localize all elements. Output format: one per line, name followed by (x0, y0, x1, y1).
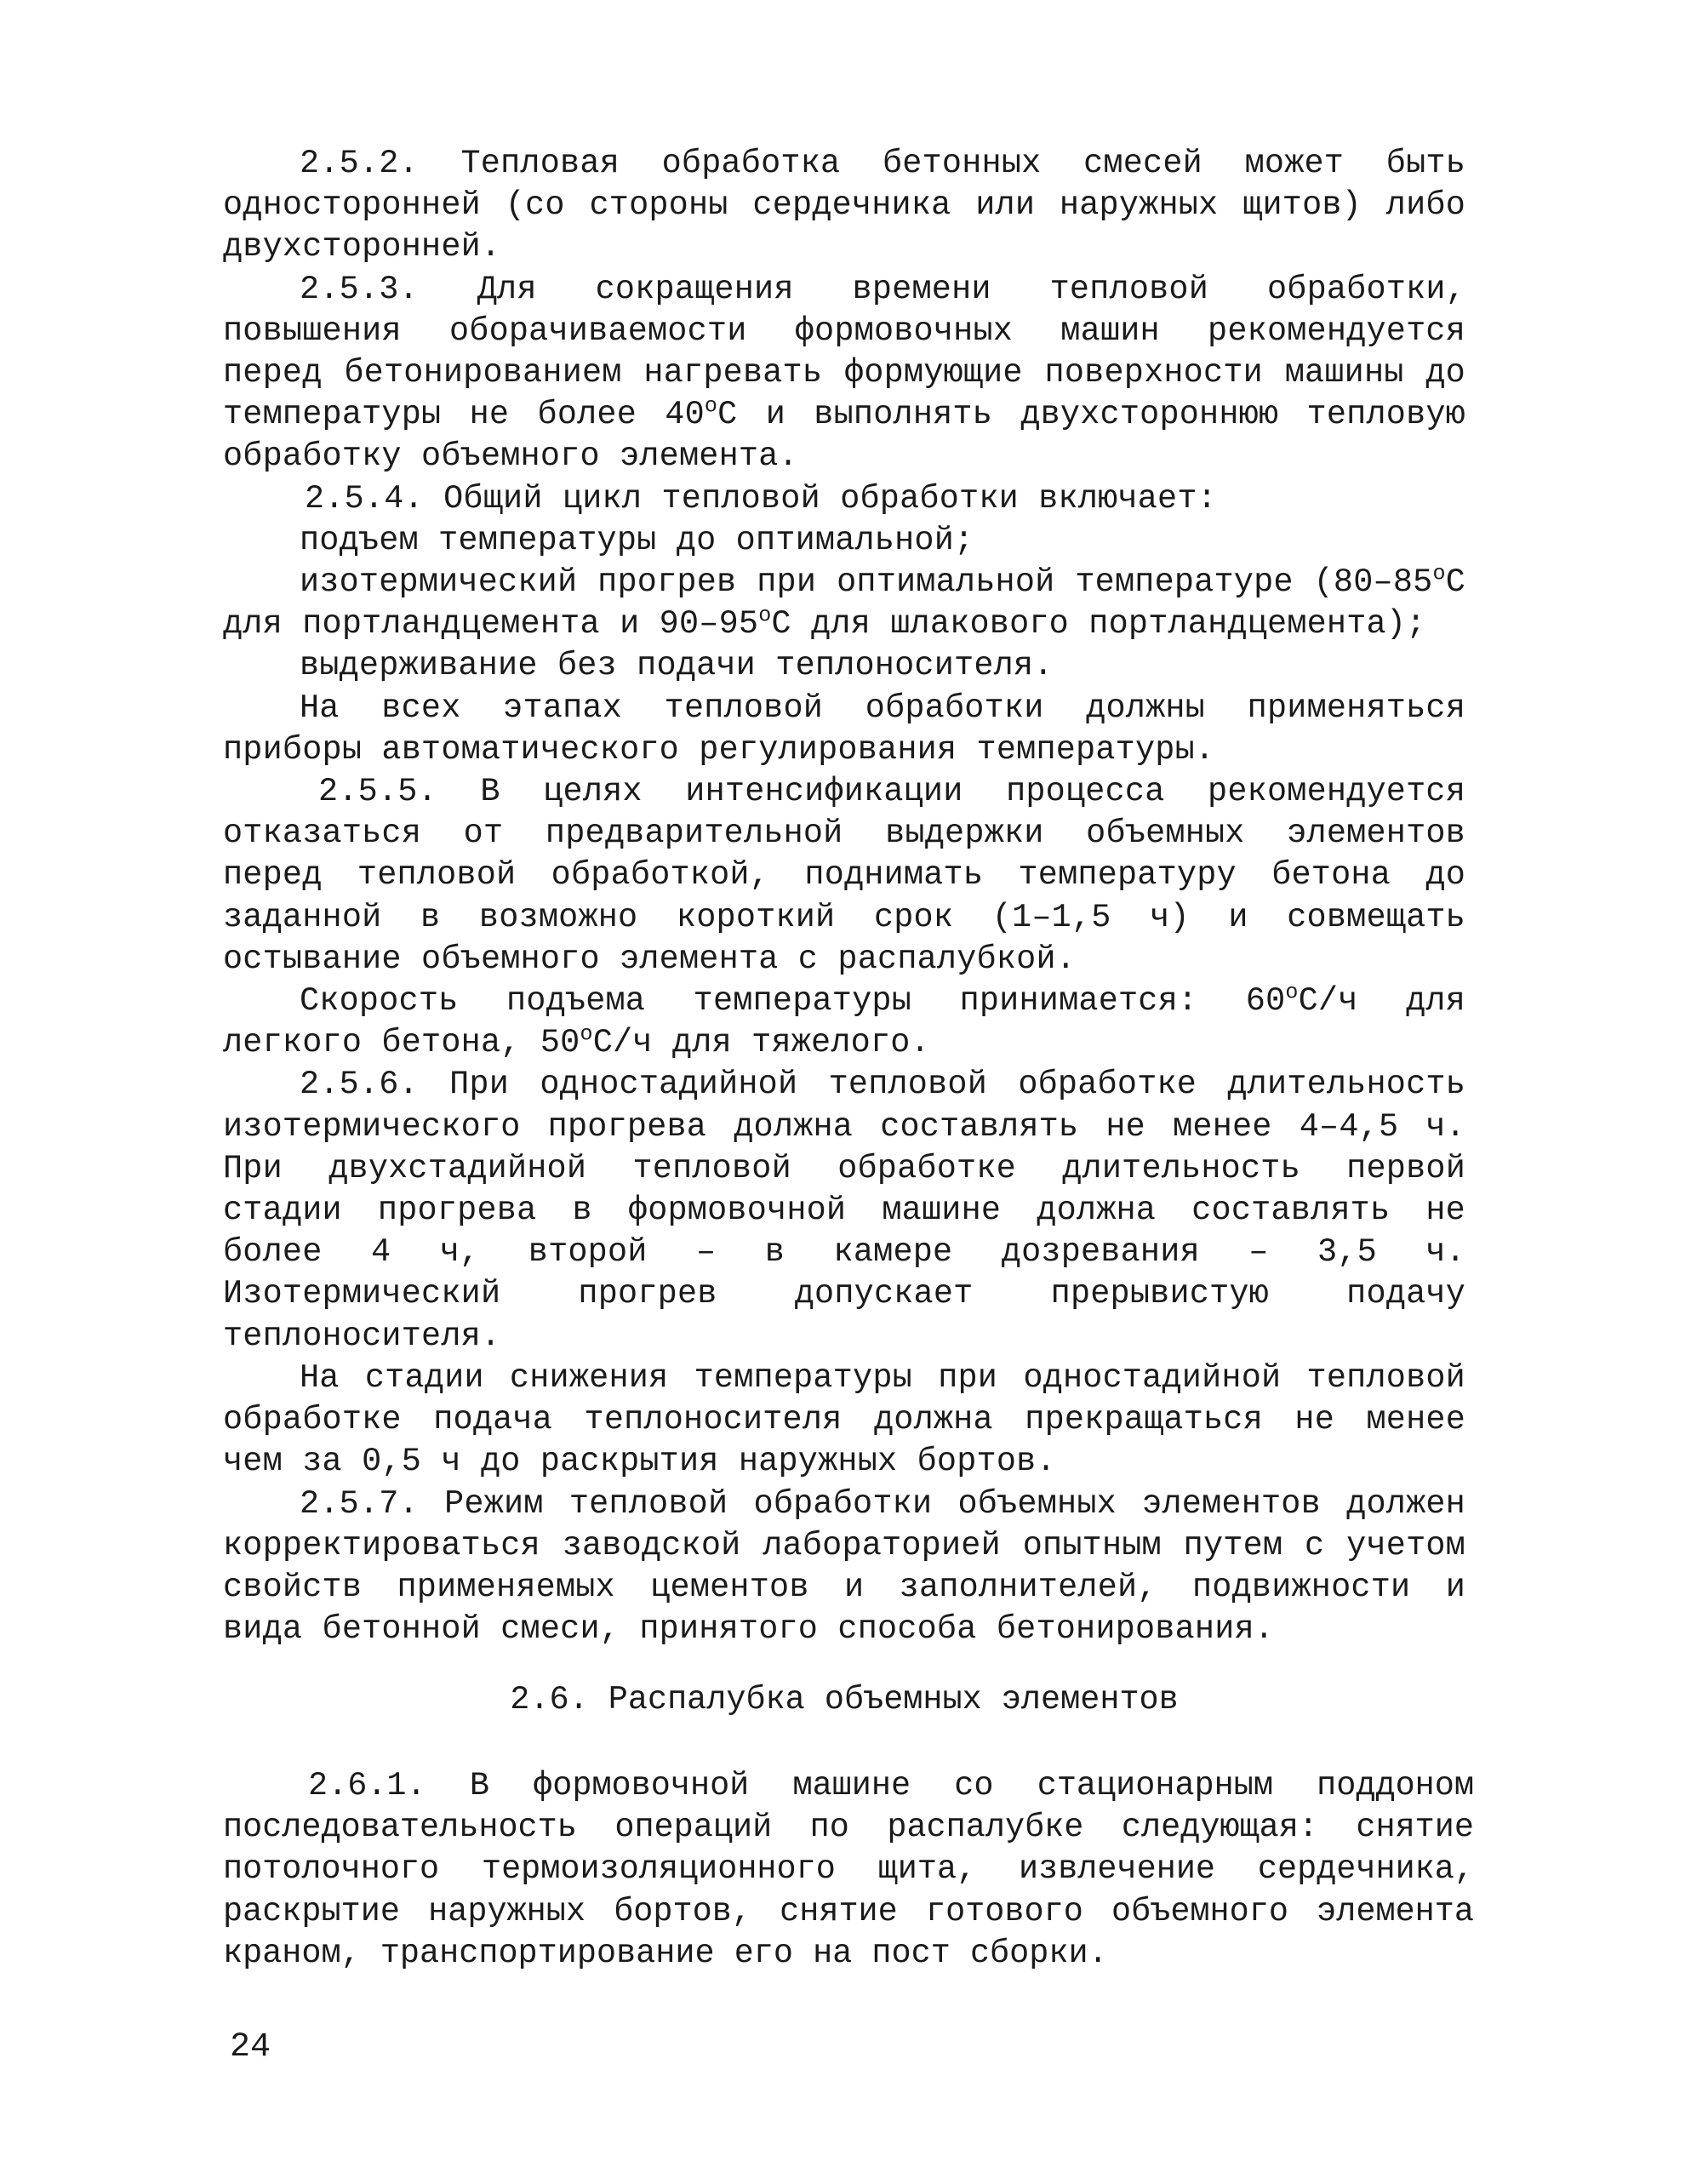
body-text (223, 143, 1465, 1650)
paragraph-text: На всех этапах тепловой обработки должны применяться приборы автоматического регулирования температуры. (223, 689, 1465, 769)
section-heading: 2.6. Распалубка объемных элементов (510, 1681, 1179, 1718)
paragraph-2-5-6 (223, 1064, 1465, 1357)
section-body (223, 1765, 1474, 1975)
paragraph-text: 2.5.6. При одностадийной тепловой обработке длительность изотермического прогрева должна составлять не менее 4–4,5 ч. При двухстадийной тепловой обработке длительность первой стадии прогрева в формовочной машине должна составлять не более 4 ч, второй – в камере дозревания – 3,5 ч. Изотермический прогрев допускает прерывистую подачу теплоносителя. (223, 1066, 1465, 1355)
degree-symbol: o (1285, 980, 1299, 1005)
page-number: 24 (230, 2028, 271, 2067)
list-item-holding (223, 645, 1465, 687)
paragraph-2-5-5 (223, 771, 1465, 980)
paragraph-cooling (223, 1358, 1465, 1484)
paragraph-2-6-1: 2.6.1. В формовочной машине со стационарным поддоном последовательность операций по распалубке следующая: снятие потолочного термоизоляционного щита, извлечение сердечника, раскрытие наружных бортов, снятие готового объемного элемента краном, транспортирование его на пост сборки. (223, 1767, 1474, 1972)
paragraph-text: С и выполнять двухстороннюю тепловую обработку объемного элемента. (223, 396, 1465, 476)
paragraph-text: 2.5.2. Тепловая обработка бетонных смесей может быть односторонней (со стороны сердечника или наружных щитов) либо двухсторонней. (223, 145, 1465, 266)
paragraph-text: С для портландцемента и 90–95 (223, 563, 1465, 643)
paragraph-text: С/ч для легкого бетона, 50 (223, 982, 1465, 1062)
paragraph-instruments (223, 688, 1465, 771)
list-item-isothermal (223, 562, 1465, 645)
paragraph-text: 2.5.5. В целях интенсификации процесса рекомендуется отказаться от предварительной выдержки объемных элементов перед тепловой обработкой, поднимать температуру бетона до заданной в возможно короткий срок (1–1,5 ч) и совмещать остывание объемного элемента с распалубкой. (223, 773, 1465, 978)
paragraph-rate (223, 980, 1465, 1064)
degree-symbol: o (580, 1021, 593, 1047)
paragraph-text: изотермический прогрев при оптимальной температуре (80–85 (300, 563, 1433, 602)
paragraph-text: выдерживание без подачи теплоносителя. (300, 647, 1054, 685)
paragraph-2-5-3 (223, 269, 1465, 478)
paragraph-text: 2.5.4. Общий цикл тепловой обработки включает: (305, 479, 1217, 517)
paragraph-2-5-7 (223, 1484, 1465, 1651)
paragraph-text: 2.5.7. Режим тепловой обработки объемных элементов должен корректироваться заводской лабораторией опытным путем с учетом свойств применяемых цементов и заполнителей, подвижности и вида бетонной смеси, принятого способа бетонирования. (223, 1484, 1465, 1649)
list-item-heating (223, 520, 1465, 562)
paragraph-2-5-2 (223, 143, 1465, 269)
paragraph-2-5-4 (223, 478, 1465, 520)
degree-symbol: o (1432, 561, 1446, 586)
paragraph-text: подъем температуры до оптимальной; (300, 521, 974, 559)
paragraph-text: Скорость подъема температуры принимается: 60 (300, 982, 1286, 1020)
paragraph-text: С для шлакового портландцемента); (771, 605, 1426, 643)
degree-symbol: o (704, 393, 718, 419)
paragraph-text: С/ч для тяжелого. (592, 1024, 930, 1062)
paragraph-text: 2.5.3. Для сокращения времени тепловой обработки, повышения оборачиваемости формовочных машин рекомендуется перед бетонированием нагревать формующие поверхности машины до температуры не более 40 (223, 270, 1465, 434)
degree-symbol: o (758, 603, 772, 628)
paragraph-text: На стадии снижения температуры при одностадийной тепловой обработке подача теплоносителя должна прекращаться не менее чем за 0,5 ч до раскрытия наружных бортов. (223, 1358, 1465, 1481)
